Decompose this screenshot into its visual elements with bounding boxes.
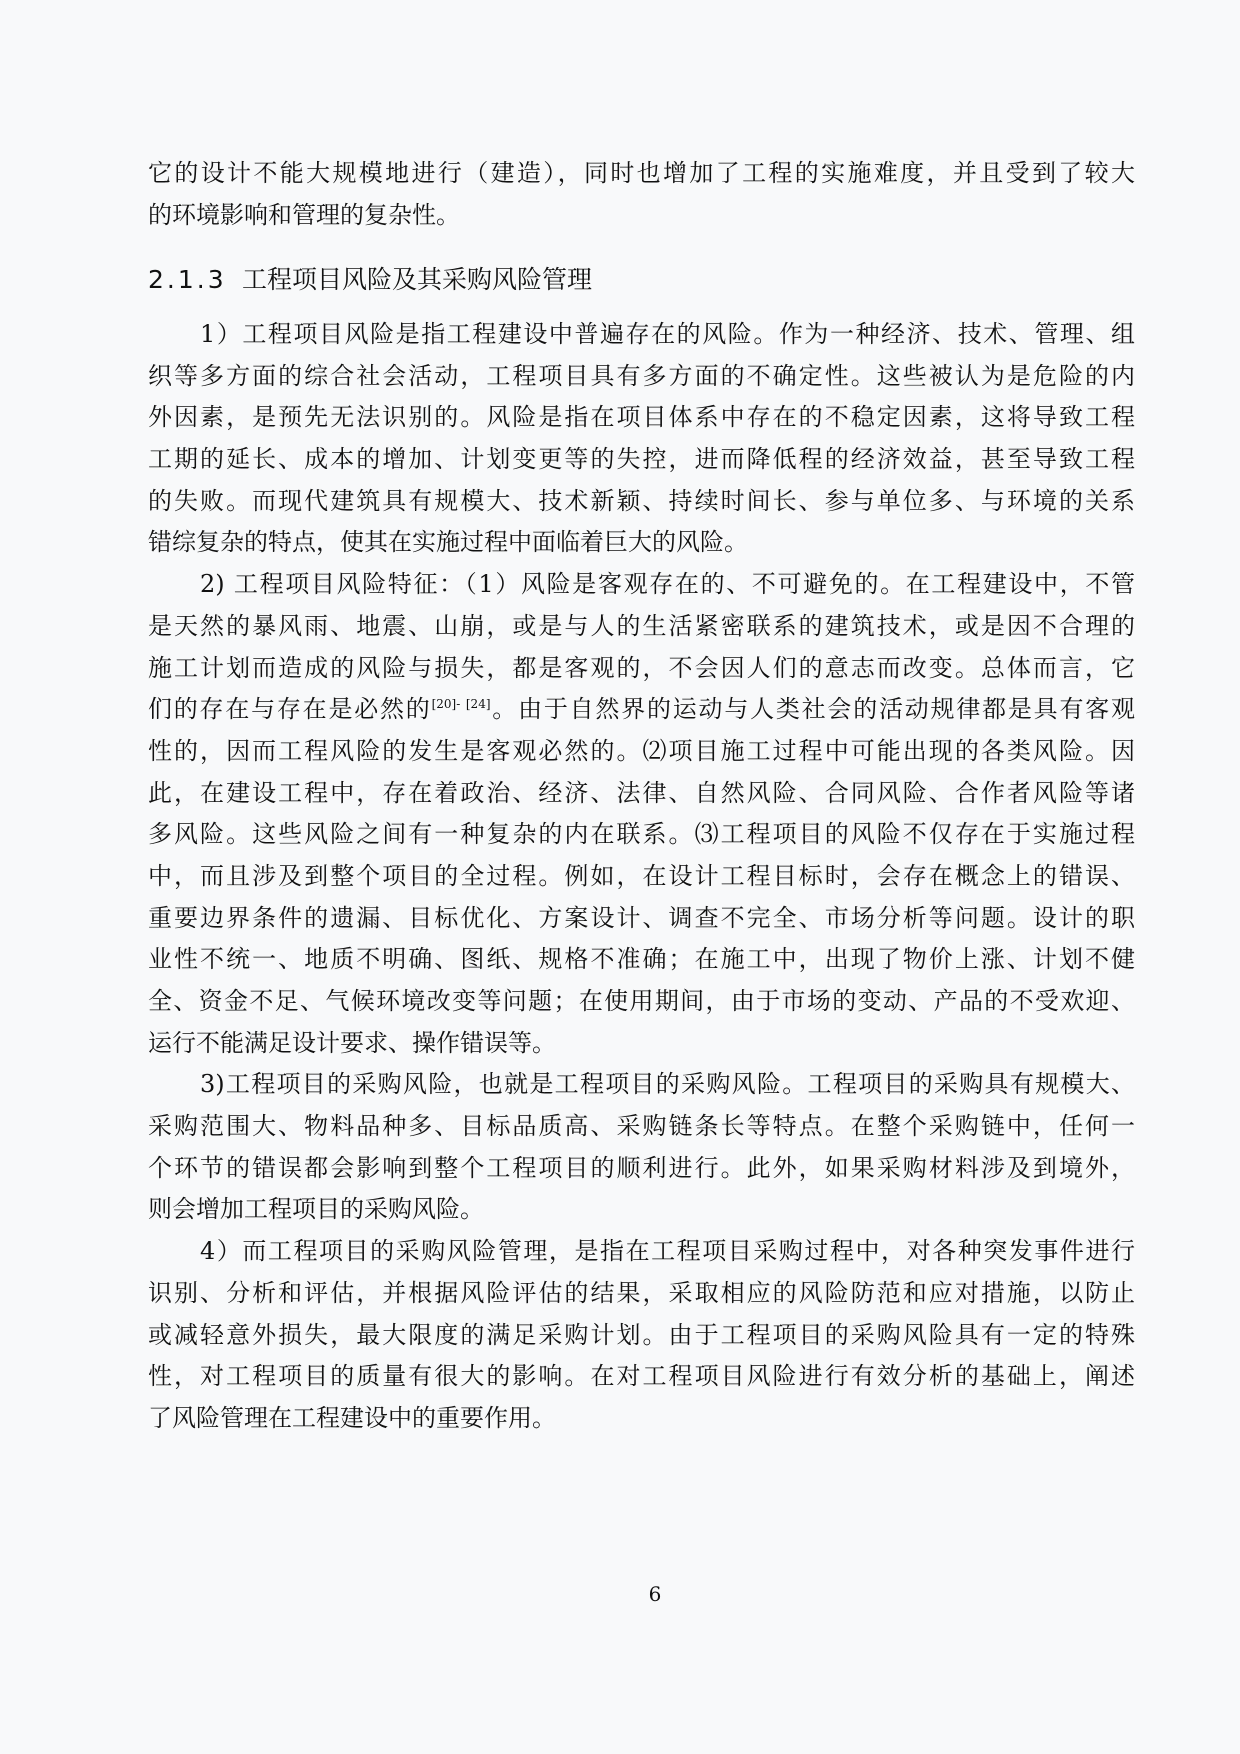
page-number: 6 [648, 1582, 662, 1606]
citation-reference[interactable]: [20]- [24] [431, 697, 491, 712]
text-line: 是天然的暴风雨、地震、山崩，或是与人的生活紧密联系的建筑技术，或是因不合理的 [148, 611, 1135, 640]
text-line: 4）而工程项目的采购风险管理，是指在工程项目采购过程中，对各种突发事件进行 [200, 1237, 1135, 1266]
text-line: 个环节的错误都会影响到整个工程项目的顺利进行。此外，如果采购材料涉及到境外， [148, 1153, 1135, 1182]
continued-paragraph [148, 152, 1135, 236]
text-line: 了风险管理在工程建设中的重要作用。 [148, 1403, 556, 1432]
text-line: 织等多方面的综合社会活动，工程项目具有多方面的不确定性。这些被认为是危险的内 [148, 361, 1135, 390]
paragraph [148, 314, 1135, 564]
text-line: 识别、分析和评估，并根据风险评估的结果，采取相应的风险防范和应对措施，以防止 [148, 1278, 1135, 1307]
text-line: 此，在建设工程中，存在着政治、经济、法律、自然风险、合同风险、合作者风险等诸 [148, 778, 1135, 807]
paragraph [148, 1231, 1135, 1439]
text-line: 施工计划而造成的风险与损失，都是客观的，不会因人们的意志而改变。总体而言，它 [148, 653, 1135, 682]
text-line: 性，对工程项目的质量有很大的影响。在对工程项目风险进行有效分析的基础上，阐述 [148, 1362, 1135, 1391]
text-line: 或减轻意外损失，最大限度的满足采购计划。由于工程项目的采购风险具有一定的特殊 [148, 1320, 1135, 1349]
paragraph [148, 1064, 1135, 1231]
text-line: 工期的延长、成本的增加、计划变更等的失控，进而降低程的经济效益，甚至导致工程 [148, 445, 1135, 474]
text-line [148, 689, 1135, 731]
text-line: 则会增加工程项目的采购风险。 [148, 1195, 484, 1224]
section-number: 2.1.3 [148, 265, 227, 294]
text-line: 1）工程项目风险是指工程建设中普遍存在的风险。作为一种经济、技术、管理、组 [200, 320, 1135, 348]
text-line: 全、资金不足、气候环境改变等问题；在使用期间，由于市场的变动、产品的不受欢迎、 [148, 987, 1135, 1015]
text-line: 性的，因而工程风险的发生是客观必然的。⑵项目施工过程中可能出现的各类风险。因 [148, 736, 1135, 765]
text-line: 3)工程项目的采购风险，也就是工程项目的采购风险。工程项目的采购具有规模大、 [200, 1070, 1135, 1099]
section-heading [148, 262, 592, 298]
text-segment: 。由于自然界的运动与人类社会的活动规律都是具有客观 [490, 695, 1136, 724]
text-segment: 们的存在与存在是必然的 [148, 695, 432, 724]
text-line: 的失败。而现代建筑具有规模大、技术新颖、持续时间长、参与单位多、与环境的关系 [148, 486, 1135, 515]
paragraph [148, 564, 1135, 1064]
text-line: 重要边界条件的遗漏、目标优化、方案设计、调查不完全、市场分析等问题。设计的职 [148, 903, 1135, 932]
text-line: 运行不能满足设计要求、操作错误等。 [148, 1028, 556, 1057]
section-body [148, 314, 1135, 1440]
text-line: 错综复杂的特点，使其在实施过程中面临着巨大的风险。 [148, 528, 748, 557]
section-title: 工程项目风险及其采购风险管理 [242, 265, 593, 294]
text-line: 中，而且涉及到整个项目的全过程。例如，在设计工程目标时，会存在概念上的错误、 [148, 861, 1135, 890]
text-line: 外因素，是预先无法识别的。风险是指在项目体系中存在的不稳定因素，这将导致工程 [148, 403, 1135, 432]
text-line: 2) 工程项目风险特征：（1）风险是客观存在的、不可避免的。在工程建设中，不管 [200, 570, 1135, 599]
text-line: 采购范围大、物料品种多、目标品质高、采购链条长等特点。在整个采购链中，任何一 [148, 1112, 1135, 1141]
text-line: 多风险。这些风险之间有一种复杂的内在联系。⑶工程项目的风险不仅存在于实施过程 [148, 820, 1135, 849]
text-line: 它的设计不能大规模地进行（建造），同时也增加了工程的实施难度，并且受到了较大 [148, 159, 1135, 187]
text-line: 的环境影响和管理的复杂性。 [148, 201, 460, 229]
text-line: 业性不统一、地质不明确、图纸、规格不准确；在施工中，出现了物价上涨、计划不健 [148, 945, 1135, 974]
